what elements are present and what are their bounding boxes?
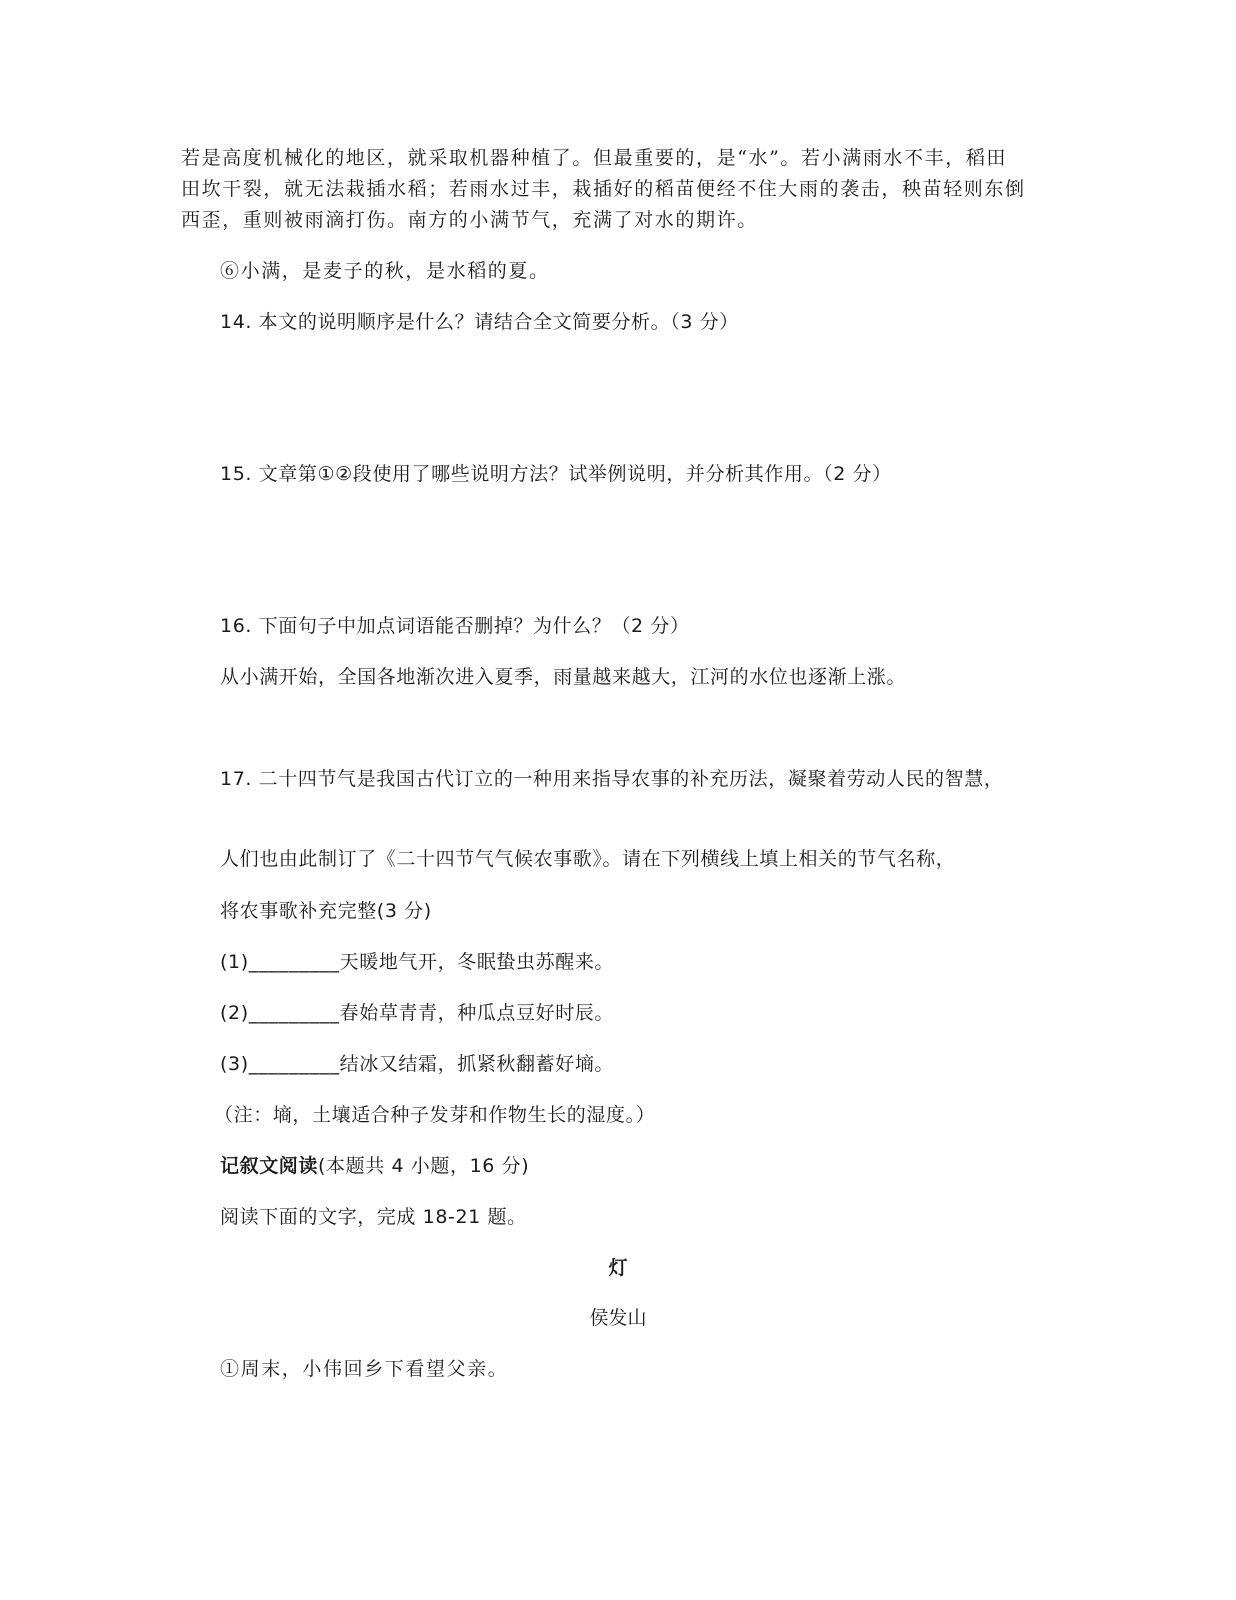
fill-blank-item-2: (2)_________春始草青青，种瓜点豆好时辰。: [220, 1002, 615, 1024]
passage-line-1: 若是高度机械化的地区，就采取机器种植了。但最重要的，是“水”。若小满雨水不丰，稻田: [181, 147, 1008, 169]
paragraph-6: ⑥小满，是麦子的秋，是水稻的夏。: [220, 260, 550, 282]
fill-blank-item-3: (3)_________结冰又结霜，抓紧秋翻蓄好墒。: [220, 1053, 615, 1075]
section-heading: [220, 1153, 529, 1179]
question-15: 15. 文章第①②段使用了哪些说明方法？试举例说明，并分析其作用。（2 分）: [220, 463, 892, 485]
section-heading-title: 记叙文阅读: [220, 1155, 319, 1177]
question-17-note: （注：墒，土壤适合种子发芽和作物生长的湿度。）: [214, 1104, 656, 1126]
question-14: 14. 本文的说明顺序是什么？请结合全文简要分析。（3 分）: [220, 311, 739, 333]
section-heading-detail: (本题共 4 小题，16 分): [318, 1155, 530, 1177]
story-author: 侯发山: [589, 1307, 647, 1329]
question-17-line-2: 人们也由此制订了《二十四节气气候农事歌》。请在下列横线上填上相关的节气名称，: [220, 848, 956, 870]
section-instruction: 阅读下面的文字，完成 18-21 题。: [220, 1206, 527, 1228]
fill-blank-item-1: (1)_________天暖地气开，冬眠蛰虫苏醒来。: [220, 951, 615, 973]
passage-line-2: 田坎干裂，就无法栽插水稻；若雨水过丰，栽插好的稻苗便经不住大雨的袭击，秧苗轻则东倒: [181, 178, 1026, 200]
question-16-sentence: 从小满开始，全国各地渐次进入夏季，雨量越来越大，江河的水位也逐渐上涨。: [220, 666, 907, 688]
passage-line-3: 西歪，重则被雨滴打伤。南方的小满节气，充满了对水的期许。: [181, 209, 758, 231]
question-17-line-3: 将农事歌补充完整(3 分): [220, 900, 432, 922]
question-16: 16. 下面句子中加点词语能否删掉？为什么？（2 分）: [220, 615, 690, 637]
question-17-line-1: 17. 二十四节气是我国古代订立的一种用来指导农事的补充历法，凝聚着劳动人民的智慧，: [220, 768, 1004, 790]
story-title: 灯: [608, 1257, 628, 1279]
story-paragraph-1: ①周末，小伟回乡下看望父亲。: [220, 1358, 509, 1380]
